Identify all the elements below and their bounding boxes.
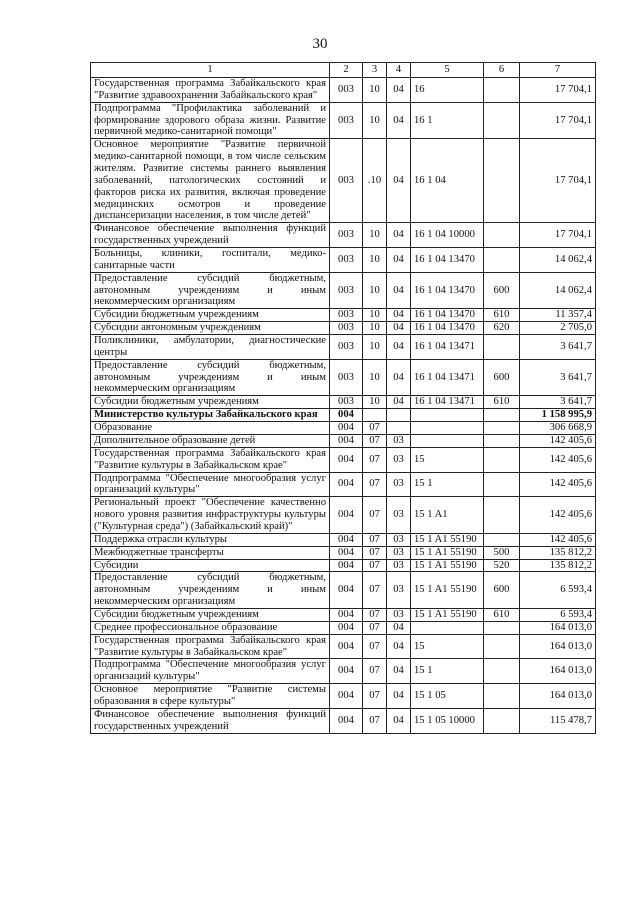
row-subsection-cell: 04 (387, 223, 411, 248)
row-expense-type-cell: 610 (484, 396, 520, 409)
row-expense-type-cell: 600 (484, 572, 520, 609)
row-section-cell: 07 (363, 497, 387, 534)
row-target-article-cell: 16 1 04 13471 (411, 335, 484, 360)
table-row (91, 422, 596, 435)
row-section-cell: 10 (363, 359, 387, 396)
table-row (91, 396, 596, 409)
row-subsection-cell: 03 (387, 447, 411, 472)
table-row (91, 572, 596, 609)
row-target-article-cell (411, 409, 484, 422)
row-name-cell: Подпрограмма "Обеспечение многообразия услуг организаций культуры" (91, 472, 330, 497)
row-name-cell: Предоставление субсидий бюджетным, автономным учреждениям и иным некоммерческим организациям (91, 572, 330, 609)
table-row (91, 335, 596, 360)
row-admin-code-cell: 003 (330, 102, 363, 139)
row-target-article-cell: 16 1 04 13470 (411, 322, 484, 335)
row-name-cell: Предоставление субсидий бюджетным, автономным учреждениям и иным некоммерческим организациям (91, 272, 330, 309)
row-admin-code-cell: 004 (330, 422, 363, 435)
row-subsection-cell: 04 (387, 634, 411, 659)
row-subsection-cell: 04 (387, 396, 411, 409)
row-section-cell: 10 (363, 248, 387, 273)
row-admin-code-cell: 003 (330, 272, 363, 309)
row-section-cell: 07 (363, 572, 387, 609)
row-section-cell: 07 (363, 559, 387, 572)
row-amount-cell: 14 062,4 (520, 272, 596, 309)
row-subsection-cell: 04 (387, 102, 411, 139)
row-target-article-cell: 16 1 04 13471 (411, 396, 484, 409)
row-name-cell: Подпрограмма "Профилактика заболеваний и формирование здорового образа жизни. Развитие первичной медико-санитарной помощи" (91, 102, 330, 139)
table-row (91, 497, 596, 534)
column-header: 4 (387, 63, 411, 78)
row-name-cell: Финансовое обеспечение выполнения функций государственных учреждений (91, 708, 330, 733)
column-header: 6 (484, 63, 520, 78)
row-target-article-cell: 16 1 04 13470 (411, 248, 484, 273)
row-admin-code-cell: 004 (330, 559, 363, 572)
row-admin-code-cell: 003 (330, 223, 363, 248)
row-target-article-cell: 16 1 04 (411, 139, 484, 223)
row-subsection-cell: 03 (387, 608, 411, 621)
row-name-cell: Субсидии автономным учреждениям (91, 322, 330, 335)
row-name-cell: Поддержка отрасли культуры (91, 533, 330, 546)
row-name-cell: Субсидии бюджетным учреждениям (91, 309, 330, 322)
row-subsection-cell (387, 409, 411, 422)
row-name-cell: Региональный проект "Обеспечение качественно нового уровня развития инфраструктуры культуры ("Культурная среда") (Забайкальский край)" (91, 497, 330, 534)
row-amount-cell: 164 013,0 (520, 684, 596, 709)
table-row (91, 546, 596, 559)
table-body (91, 78, 596, 734)
table-row (91, 533, 596, 546)
row-name-cell: Больницы, клиники, госпитали, медико-санитарные части (91, 248, 330, 273)
row-subsection-cell: 04 (387, 708, 411, 733)
row-amount-cell: 142 405,6 (520, 472, 596, 497)
row-target-article-cell: 15 1 A1 55190 (411, 608, 484, 621)
row-expense-type-cell (484, 102, 520, 139)
table-row (91, 223, 596, 248)
row-name-cell: Субсидии бюджетным учреждениям (91, 396, 330, 409)
row-expense-type-cell (484, 621, 520, 634)
table-row (91, 447, 596, 472)
table-row (91, 684, 596, 709)
row-expense-type-cell: 610 (484, 309, 520, 322)
row-admin-code-cell: 003 (330, 78, 363, 103)
row-subsection-cell: 03 (387, 572, 411, 609)
row-amount-cell: 164 013,0 (520, 634, 596, 659)
row-admin-code-cell: 004 (330, 634, 363, 659)
row-expense-type-cell (484, 684, 520, 709)
row-subsection-cell: 03 (387, 559, 411, 572)
row-amount-cell: 164 013,0 (520, 621, 596, 634)
row-section-cell: 10 (363, 335, 387, 360)
row-admin-code-cell: 003 (330, 248, 363, 273)
row-amount-cell: 3 641,7 (520, 396, 596, 409)
row-expense-type-cell (484, 472, 520, 497)
row-name-cell: Среднее профессиональное образование (91, 621, 330, 634)
row-name-cell: Дополнительное образование детей (91, 434, 330, 447)
row-expense-type-cell: 600 (484, 359, 520, 396)
row-subsection-cell: 03 (387, 472, 411, 497)
header-row (91, 63, 596, 78)
row-amount-cell: 135 812,2 (520, 559, 596, 572)
row-target-article-cell: 15 1 A1 55190 (411, 546, 484, 559)
row-amount-cell: 6 593,4 (520, 572, 596, 609)
row-section-cell: 10 (363, 322, 387, 335)
table-row (91, 659, 596, 684)
row-subsection-cell: 04 (387, 272, 411, 309)
row-expense-type-cell (484, 497, 520, 534)
row-subsection-cell: 04 (387, 309, 411, 322)
row-target-article-cell: 15 1 (411, 472, 484, 497)
row-section-cell (363, 409, 387, 422)
row-section-cell: 07 (363, 659, 387, 684)
row-admin-code-cell: 003 (330, 359, 363, 396)
row-admin-code-cell: 004 (330, 472, 363, 497)
table-row (91, 621, 596, 634)
row-admin-code-cell: 003 (330, 139, 363, 223)
row-expense-type-cell (484, 248, 520, 273)
row-expense-type-cell (484, 335, 520, 360)
row-admin-code-cell: 004 (330, 447, 363, 472)
row-section-cell: .10 (363, 139, 387, 223)
page-number: 30 (312, 36, 328, 52)
row-subsection-cell: 04 (387, 359, 411, 396)
row-amount-cell: 3 641,7 (520, 335, 596, 360)
table-row (91, 309, 596, 322)
row-subsection-cell: 04 (387, 621, 411, 634)
row-section-cell: 07 (363, 472, 387, 497)
row-subsection-cell: 04 (387, 335, 411, 360)
column-header: 7 (520, 63, 596, 78)
row-amount-cell: 164 013,0 (520, 659, 596, 684)
table-row (91, 322, 596, 335)
table-row (91, 139, 596, 223)
table-row (91, 434, 596, 447)
row-target-article-cell: 16 1 04 13470 (411, 272, 484, 309)
table-row (91, 634, 596, 659)
row-admin-code-cell: 004 (330, 708, 363, 733)
row-name-cell: Государственная программа Забайкальского края "Развитие здравоохранения Забайкальского края" (91, 78, 330, 103)
row-expense-type-cell (484, 78, 520, 103)
column-header: 2 (330, 63, 363, 78)
row-section-cell: 07 (363, 546, 387, 559)
row-target-article-cell: 15 1 05 10000 (411, 708, 484, 733)
row-name-cell: Субсидии (91, 559, 330, 572)
row-amount-cell: 14 062,4 (520, 248, 596, 273)
row-admin-code-cell: 003 (330, 309, 363, 322)
row-admin-code-cell: 003 (330, 396, 363, 409)
row-section-cell: 07 (363, 533, 387, 546)
row-subsection-cell: 04 (387, 248, 411, 273)
row-name-cell: Основное мероприятие "Развитие системы образования в сфере культуры" (91, 684, 330, 709)
row-subsection-cell: 03 (387, 497, 411, 534)
row-name-cell: Государственная программа Забайкальского края "Развитие культуры в Забайкальском крае" (91, 447, 330, 472)
row-name-cell: Государственная программа Забайкальского края "Развитие культуры в Забайкальском крае" (91, 634, 330, 659)
row-section-cell: 07 (363, 447, 387, 472)
row-section-cell: 07 (363, 634, 387, 659)
row-expense-type-cell (484, 223, 520, 248)
row-expense-type-cell: 520 (484, 559, 520, 572)
row-target-article-cell: 15 (411, 634, 484, 659)
row-amount-cell: 17 704,1 (520, 223, 596, 248)
budget-table (90, 62, 596, 734)
row-subsection-cell: 04 (387, 322, 411, 335)
row-subsection-cell (387, 422, 411, 435)
row-admin-code-cell: 004 (330, 533, 363, 546)
row-target-article-cell: 15 (411, 447, 484, 472)
row-expense-type-cell (484, 659, 520, 684)
table-row (91, 248, 596, 273)
row-amount-cell: 135 812,2 (520, 546, 596, 559)
row-section-cell: 10 (363, 309, 387, 322)
row-expense-type-cell (484, 533, 520, 546)
row-amount-cell: 306 668,9 (520, 422, 596, 435)
table-row (91, 272, 596, 309)
row-expense-type-cell (484, 139, 520, 223)
row-section-cell: 10 (363, 78, 387, 103)
row-admin-code-cell: 004 (330, 497, 363, 534)
row-section-cell: 07 (363, 621, 387, 634)
row-amount-cell: 142 405,6 (520, 447, 596, 472)
row-expense-type-cell (484, 447, 520, 472)
row-expense-type-cell: 500 (484, 546, 520, 559)
table-row (91, 559, 596, 572)
row-section-cell: 07 (363, 434, 387, 447)
row-name-cell: Основное мероприятие "Развитие первичной медико-санитарной помощи, в том числе сельским жителям. Развитие системы раннего выявления заболеваний, патологических состояний и факторов риска их развития, включая проведение медицинских осмотров и проведение диспансеризации населения, в том числе детей" (91, 139, 330, 223)
row-section-cell: 10 (363, 396, 387, 409)
row-expense-type-cell: 620 (484, 322, 520, 335)
row-amount-cell: 11 357,4 (520, 309, 596, 322)
row-target-article-cell: 15 1 05 (411, 684, 484, 709)
row-amount-cell: 115 478,7 (520, 708, 596, 733)
table-row (91, 409, 596, 422)
column-header: 1 (91, 63, 330, 78)
row-amount-cell: 17 704,1 (520, 102, 596, 139)
row-amount-cell: 142 405,6 (520, 533, 596, 546)
row-expense-type-cell (484, 434, 520, 447)
row-admin-code-cell: 003 (330, 335, 363, 360)
row-subsection-cell: 03 (387, 533, 411, 546)
row-target-article-cell: 15 1 A1 (411, 497, 484, 534)
column-header: 3 (363, 63, 387, 78)
row-target-article-cell: 16 1 (411, 102, 484, 139)
row-name-cell: Поликлиники, амбулатории, диагностические центры (91, 335, 330, 360)
row-section-cell: 07 (363, 422, 387, 435)
row-amount-cell: 3 641,7 (520, 359, 596, 396)
row-admin-code-cell: 004 (330, 684, 363, 709)
row-admin-code-cell: 004 (330, 409, 363, 422)
row-target-article-cell (411, 434, 484, 447)
row-expense-type-cell (484, 422, 520, 435)
row-target-article-cell: 16 (411, 78, 484, 103)
row-section-cell: 07 (363, 608, 387, 621)
table-row (91, 708, 596, 733)
row-amount-cell: 6 593,4 (520, 608, 596, 621)
row-target-article-cell: 16 1 04 13471 (411, 359, 484, 396)
table-row (91, 78, 596, 103)
row-section-cell: 07 (363, 708, 387, 733)
row-admin-code-cell: 004 (330, 546, 363, 559)
row-name-cell: Министерство культуры Забайкальского края (91, 409, 330, 422)
row-expense-type-cell (484, 634, 520, 659)
row-section-cell: 07 (363, 684, 387, 709)
column-header: 5 (411, 63, 484, 78)
row-admin-code-cell: 004 (330, 434, 363, 447)
row-amount-cell: 1 158 995,9 (520, 409, 596, 422)
row-target-article-cell: 16 1 04 13470 (411, 309, 484, 322)
row-subsection-cell: 04 (387, 78, 411, 103)
row-amount-cell: 142 405,6 (520, 497, 596, 534)
row-section-cell: 10 (363, 272, 387, 309)
row-target-article-cell: 15 1 A1 55190 (411, 572, 484, 609)
table-row (91, 472, 596, 497)
row-name-cell: Предоставление субсидий бюджетным, автономным учреждениям и иным некоммерческим организациям (91, 359, 330, 396)
row-admin-code-cell: 004 (330, 621, 363, 634)
row-admin-code-cell: 004 (330, 659, 363, 684)
row-name-cell: Подпрограмма "Обеспечение многообразия услуг организаций культуры" (91, 659, 330, 684)
row-subsection-cell: 04 (387, 659, 411, 684)
table-row (91, 102, 596, 139)
row-expense-type-cell (484, 409, 520, 422)
row-subsection-cell: 03 (387, 546, 411, 559)
row-target-article-cell (411, 621, 484, 634)
table-row (91, 359, 596, 396)
row-target-article-cell: 15 1 (411, 659, 484, 684)
row-subsection-cell: 04 (387, 139, 411, 223)
row-section-cell: 10 (363, 102, 387, 139)
row-expense-type-cell: 610 (484, 608, 520, 621)
row-name-cell: Межбюджетные трансферты (91, 546, 330, 559)
row-expense-type-cell (484, 708, 520, 733)
row-admin-code-cell: 004 (330, 572, 363, 609)
row-subsection-cell: 04 (387, 684, 411, 709)
row-subsection-cell: 03 (387, 434, 411, 447)
row-amount-cell: 17 704,1 (520, 139, 596, 223)
row-amount-cell: 17 704,1 (520, 78, 596, 103)
row-target-article-cell: 16 1 04 10000 (411, 223, 484, 248)
row-section-cell: 10 (363, 223, 387, 248)
row-amount-cell: 2 705,0 (520, 322, 596, 335)
row-admin-code-cell: 003 (330, 322, 363, 335)
table-row (91, 608, 596, 621)
row-name-cell: Финансовое обеспечение выполнения функций государственных учреждений (91, 223, 330, 248)
row-amount-cell: 142 405,6 (520, 434, 596, 447)
row-admin-code-cell: 004 (330, 608, 363, 621)
row-target-article-cell: 15 1 A1 55190 (411, 559, 484, 572)
row-name-cell: Субсидии бюджетным учреждениям (91, 608, 330, 621)
row-name-cell: Образование (91, 422, 330, 435)
row-target-article-cell: 15 1 A1 55190 (411, 533, 484, 546)
row-expense-type-cell: 600 (484, 272, 520, 309)
row-target-article-cell (411, 422, 484, 435)
